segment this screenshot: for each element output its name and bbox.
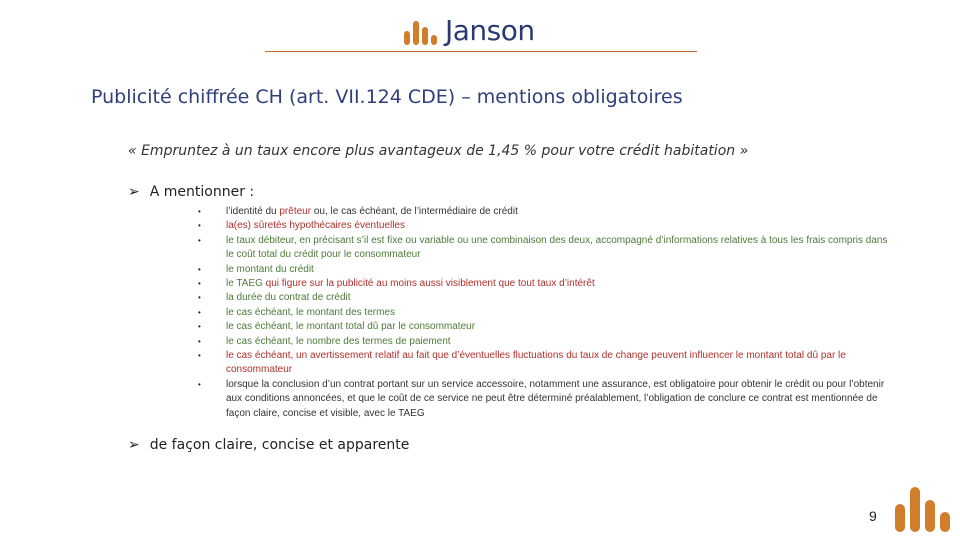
list-item-text: le cas échéant, le nombre des termes de paiement [226, 335, 451, 347]
list-item-text: lorsque la conclusion d’un contrat portant sur un service accessoire, notamment une assurance, est obligatoire pour obtenir le crédit ou pour l’obtenir aux conditions annoncées, et que le coût de ce service ne peut être déterminé préalablement, l’obligation de conclure ce contrat est mentionnée de façon claire, concise et visible, avec le TAEG [226, 378, 885, 419]
slide-quote: « Empruntez à un taux encore plus avantageux de 1,45 % pour votre crédit habitation » [128, 143, 749, 159]
mentions-list [196, 205, 896, 421]
bullet-dot-icon: • [198, 307, 201, 317]
header-divider [265, 51, 697, 52]
section-mentions-label: A mentionner : [149, 184, 255, 200]
bullet-dot-icon: • [198, 351, 201, 361]
page-number: 9 [869, 508, 877, 524]
bullet-dot-icon: • [198, 235, 201, 245]
list-item-text: le taux débiteur, en précisant s’il est fixe ou variable ou une combinaison des deux, accompagné d’informations relatives à tous les frais compris dans le coût total du crédit pour le consommateur [226, 234, 888, 261]
list-item [196, 205, 896, 219]
arrow-bullet-icon: ➢ [128, 184, 140, 200]
bullet-dot-icon: • [198, 322, 201, 332]
list-item [196, 349, 896, 378]
brand-name: Janson [445, 14, 535, 47]
bullet-dot-icon: • [198, 279, 201, 289]
bullet-dot-icon: • [198, 293, 201, 303]
bullet-dot-icon: • [198, 207, 201, 216]
logo-bars-icon [404, 17, 437, 45]
corner-logo-icon [895, 487, 950, 532]
list-item [196, 234, 896, 263]
list-item [196, 378, 896, 421]
list-item-text: ou, le cas échéant, de l’intermédiaire de crédit [311, 206, 518, 217]
list-item [196, 335, 896, 349]
list-item [196, 277, 896, 291]
section-manner [128, 437, 409, 453]
list-item-text: la(es) sûretés hypothécaires éventuelles [226, 220, 405, 232]
list-item [196, 263, 896, 277]
section-mentions [128, 184, 254, 200]
bullet-dot-icon: • [198, 264, 201, 274]
bullet-dot-icon: • [198, 379, 201, 389]
bullet-dot-icon: • [198, 221, 201, 231]
list-item [196, 219, 896, 233]
list-item [196, 320, 896, 334]
list-item-text: prêteur [279, 206, 312, 217]
list-item-text: le cas échéant, le montant total dû par le consommateur [226, 321, 476, 333]
list-item-text: le montant du crédit [226, 263, 314, 275]
list-item-text: qui figure sur la publicité au moins aussi visiblement que tout taux d’intérêt [265, 278, 595, 290]
list-item [196, 306, 896, 320]
list-item-text: la durée du contrat de crédit [226, 292, 351, 304]
list-item-text: l’identité du [226, 206, 280, 217]
section-manner-label: de façon claire, concise et apparente [149, 437, 410, 453]
janson-logo [404, 14, 535, 47]
bullet-dot-icon: • [198, 336, 201, 346]
list-item-text: le cas échéant, un avertissement relatif au fait que d’éventuelles fluctuations du taux de change peuvent influencer le montant total dû par le consommateur [226, 350, 846, 376]
slide-title: Publicité chiffrée CH (art. VII.124 CDE) – mentions obligatoires [91, 86, 683, 108]
list-item-text: le cas échéant, le montant des termes [226, 306, 395, 318]
list-item [196, 291, 896, 305]
list-item-text: le TAEG [226, 278, 266, 290]
arrow-bullet-icon: ➢ [128, 437, 140, 453]
